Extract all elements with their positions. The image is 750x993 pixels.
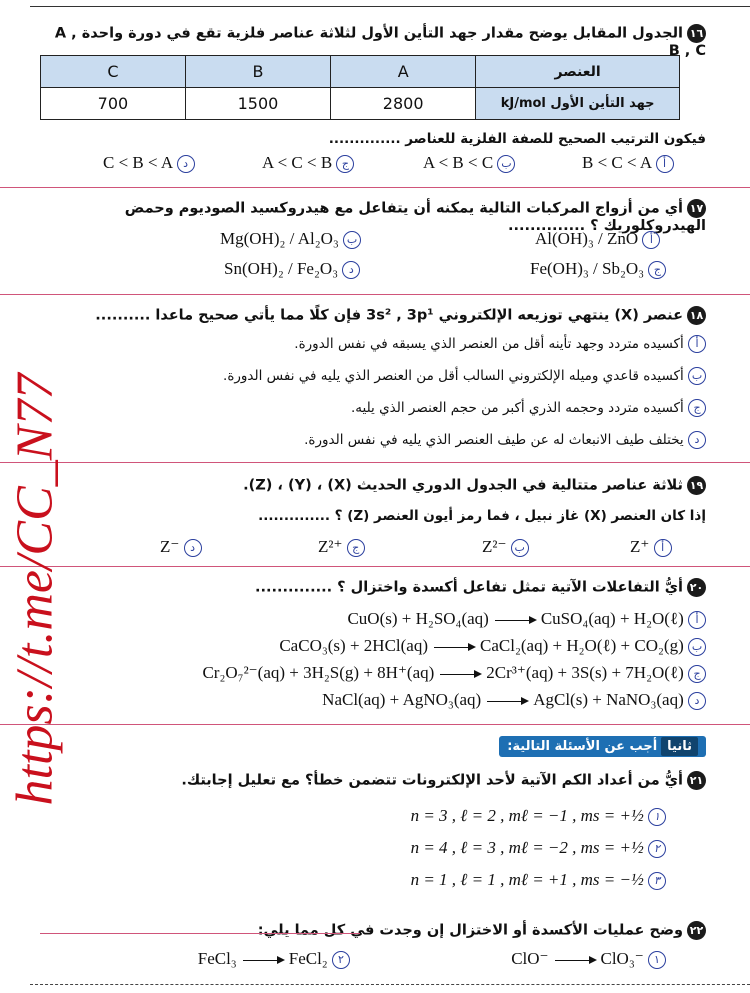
option-text: أكسيده قاعدي وميله الإلكتروني السالب أقل من العنصر الذي يليه في نفس الدورة. — [223, 368, 684, 384]
option-b[interactable] — [279, 636, 706, 656]
reaction-lhs: FeCl₃ — [197, 949, 237, 968]
item-text: n = 4 , ℓ = 3 , mℓ = −2 , ms = +½ — [410, 838, 644, 857]
divider — [0, 462, 750, 463]
table-header-label: العنصر — [476, 56, 680, 88]
option-text: أكسيده متردد وحجمه الذري أكبر من حجم العنصر الذي يليه. — [350, 400, 684, 416]
option-letter: ج — [688, 399, 706, 417]
option-c[interactable] — [262, 153, 354, 173]
question-22 — [46, 921, 706, 940]
quantum-item — [411, 870, 666, 890]
question-text: أيُّ من أعداد الكم الآتية لأحد الإلكترونات تتضمن خطأ؟ مع تعليل إجابتك. — [181, 772, 683, 789]
reaction-rhs: 2Cr³⁺(aq) + 3S(s) + 7H₂O(ℓ) — [486, 663, 684, 682]
question-number: ١٩ — [687, 476, 706, 495]
option-text: Z⁻ — [160, 537, 180, 556]
reaction-lhs: Cr₂O₇²⁻(aq) + 3H₂S(g) + 8H⁺(aq) — [202, 663, 435, 682]
question-number: ١٨ — [687, 306, 706, 325]
option-letter: ج — [347, 539, 365, 557]
option-b[interactable] — [220, 229, 361, 249]
reaction-rhs: ClO₃⁻ — [600, 949, 644, 968]
item-number: ١ — [648, 951, 666, 969]
question-number: ١٦ — [687, 24, 706, 43]
arrow-icon — [555, 960, 595, 961]
option-letter: ج — [648, 261, 666, 279]
option-text: Z⁺ — [630, 537, 650, 556]
question-number: ٢٢ — [687, 921, 706, 940]
redox-item — [198, 949, 350, 969]
q22-underline — [40, 933, 360, 934]
watermark: https://t.me/CC_N77 — [6, 373, 64, 806]
reaction-rhs: FeCl₂ — [288, 949, 328, 968]
question-number: ١٧ — [687, 199, 706, 218]
option-text: Sn(OH)₂ / Fe₂O₃ — [224, 259, 339, 278]
option-letter: ب — [343, 231, 361, 249]
item-number: ٣ — [648, 872, 666, 890]
item-text: n = 3 , ℓ = 2 , mℓ = −1 , ms = +½ — [410, 806, 644, 825]
reaction-rhs: AgCl(s) + NaNO₃(aq) — [533, 690, 684, 709]
arrow-icon — [243, 960, 283, 961]
option-text: Z²⁻ — [482, 537, 507, 556]
question-stem: إذا كان العنصر (X) غاز نبيل ، فما رمز أيون العنصر (Z) ؟ .............. — [258, 508, 706, 524]
question-text: ثلاثة عناصر متتالية في الجدول الدوري الحديث (X) ، (Y) ، (Z). — [243, 477, 683, 494]
option-text: C < B < A — [103, 153, 173, 172]
option-letter: د — [342, 261, 360, 279]
table-cell: 700 — [41, 88, 186, 120]
option-a[interactable] — [630, 537, 672, 557]
question-text: أيُّ التفاعلات الآتية تمثل تفاعل أكسدة واختزال ؟ .............. — [254, 579, 683, 596]
top-edge — [30, 0, 750, 7]
question-text: عنصر (X) ينتهي توزيعه الإلكتروني 3s² , 3p¹ فإن كلًا مما يأتي صحيح ماعدا .......... — [95, 307, 683, 324]
option-d[interactable] — [160, 537, 202, 557]
option-letter: د — [184, 539, 202, 557]
quantum-item — [411, 838, 666, 858]
item-number: ٢ — [332, 951, 350, 969]
option-letter: د — [688, 692, 706, 710]
reaction-lhs: NaCl(aq) + AgNO₃(aq) — [322, 690, 482, 709]
option-a[interactable] — [582, 153, 674, 173]
bottom-edge — [30, 984, 750, 985]
divider — [0, 294, 750, 295]
reaction-lhs: ClO⁻ — [511, 949, 549, 968]
table-row-label: جهد التأين الأول kJ/mol — [476, 88, 680, 120]
reaction-rhs: CaCl₂(aq) + H₂O(ℓ) + CO₂(g) — [480, 636, 684, 655]
option-letter: أ — [654, 539, 672, 557]
quantum-item — [411, 806, 666, 826]
table-cell: 1500 — [185, 88, 330, 120]
question-number: ٢٠ — [687, 578, 706, 597]
item-number: ١ — [648, 808, 666, 826]
item-number: ٢ — [648, 840, 666, 858]
option-letter: ب — [511, 539, 529, 557]
question-stem: فيكون الترتيب الصحيح للصفة الفلزية للعناصر .............. — [328, 131, 706, 147]
option-letter: د — [177, 155, 195, 173]
reaction-lhs: CaCO₃(s) + 2HCl(aq) — [279, 636, 429, 655]
divider — [0, 566, 750, 567]
option-a[interactable] — [347, 609, 706, 629]
question-21 — [46, 771, 706, 790]
option-a[interactable] — [535, 229, 660, 249]
question-20 — [46, 578, 706, 597]
option-text: A < C < B — [262, 153, 333, 172]
option-text: أكسيده متردد وجهد تأينه أقل من العنصر الذي يسبقه في نفس الدورة. — [294, 336, 684, 352]
option-letter: أ — [688, 335, 706, 353]
question-18 — [46, 306, 706, 325]
option-b[interactable] — [223, 367, 706, 385]
divider — [0, 724, 750, 725]
option-text: A < B < C — [423, 153, 494, 172]
option-letter: أ — [688, 611, 706, 629]
option-letter: ب — [497, 155, 515, 173]
option-letter: ج — [336, 155, 354, 173]
option-d[interactable] — [304, 431, 706, 449]
question-text: أي من أزواج المركبات التالية يمكنه أن يتفاعل مع هيدروكسيد الصوديوم وحمض الهيدروكلوريك ؟ .............. — [124, 200, 706, 234]
question-number: ٢١ — [687, 771, 706, 790]
section-badge — [499, 735, 706, 757]
arrow-icon — [434, 647, 474, 648]
redox-item — [511, 949, 666, 969]
question-text: الجدول المقابل يوضح مقدار جهد التأين الأول لثلاثة عناصر فلزية تقع في دورة واحدة A , B , C — [54, 25, 706, 59]
question-16 — [46, 24, 706, 59]
option-letter: د — [688, 431, 706, 449]
option-text: Mg(OH)₂ / Al₂O₃ — [220, 229, 339, 248]
question-19 — [46, 476, 706, 495]
arrow-icon — [440, 674, 480, 675]
option-letter: أ — [656, 155, 674, 173]
arrow-icon — [495, 620, 535, 621]
table-cell: 2800 — [331, 88, 476, 120]
arrow-icon — [487, 701, 527, 702]
option-letter: ب — [688, 638, 706, 656]
option-b[interactable] — [482, 537, 529, 557]
option-text: Fe(OH)₃ / Sb₂O₃ — [530, 259, 645, 278]
option-c[interactable] — [530, 259, 666, 279]
question-text: وضح عمليات الأكسدة أو الاختزال إن وجدت في كل مما يلي: — [257, 922, 683, 939]
reaction-lhs: CuO(s) + H₂SO₄(aq) — [347, 609, 489, 628]
option-letter: ج — [688, 665, 706, 683]
section-title: أجب عن الأسئلة التالية: — [507, 739, 658, 754]
option-text: Z²⁺ — [318, 537, 343, 556]
option-b[interactable] — [423, 153, 515, 173]
option-a[interactable] — [294, 335, 706, 353]
option-d[interactable] — [322, 690, 706, 710]
divider — [0, 187, 750, 188]
table-cell: B — [185, 56, 330, 88]
item-text: n = 1 , ℓ = 1 , mℓ = +1 , ms = −½ — [410, 870, 644, 889]
reaction-rhs: CuSO₄(aq) + H₂O(ℓ) — [540, 609, 684, 628]
option-letter: أ — [642, 231, 660, 249]
option-d[interactable] — [224, 259, 360, 279]
option-c[interactable] — [318, 537, 365, 557]
option-c[interactable] — [351, 399, 706, 417]
ionization-table — [40, 55, 680, 120]
option-text: يختلف طيف الانبعاث له عن طيف العنصر الذي يليه في نفس الدورة. — [304, 432, 684, 448]
option-d[interactable] — [103, 153, 195, 173]
option-text: Al(OH)₃ / ZnO — [535, 229, 639, 248]
table-cell: C — [41, 56, 186, 88]
option-c[interactable] — [202, 663, 706, 683]
option-letter: ب — [688, 367, 706, 385]
option-text: B < C < A — [582, 153, 652, 172]
table-cell: A — [331, 56, 476, 88]
section-label: ثانيا — [661, 737, 698, 756]
